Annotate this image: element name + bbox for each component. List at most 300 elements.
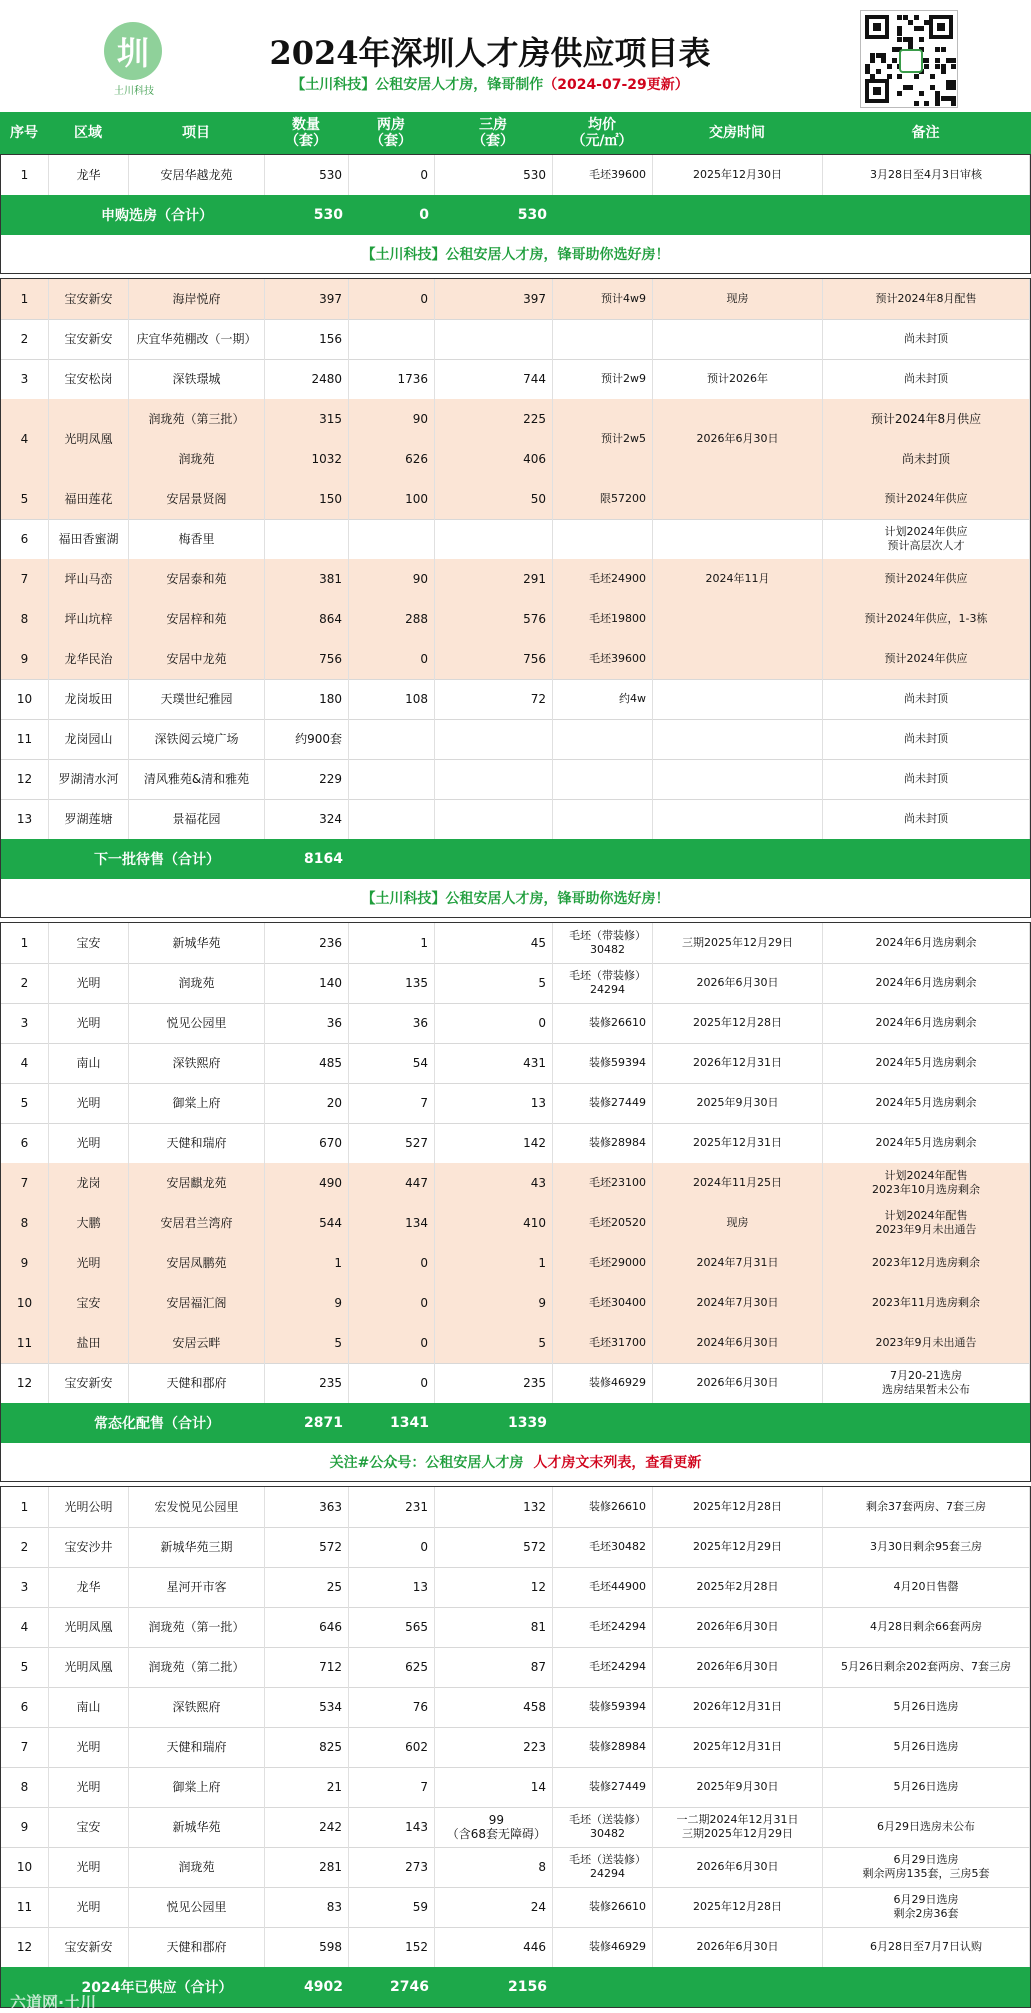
cell-deliver: 2026年6月30日 xyxy=(653,1607,823,1647)
table-row xyxy=(1,1687,1030,1728)
cell-deliver xyxy=(653,319,823,359)
cell-area: 光明凤凰 xyxy=(49,1647,129,1687)
table-row xyxy=(1,799,1030,840)
cell-qty: 670 xyxy=(265,1123,349,1163)
cell-no: 9 xyxy=(1,1807,49,1847)
cell-deliver xyxy=(653,759,823,799)
cell-area: 光明凤凰 xyxy=(49,1607,129,1647)
cell-no: 13 xyxy=(1,799,49,839)
table-row xyxy=(1,1527,1030,1568)
cell-two: 0 xyxy=(349,279,435,319)
cell-area: 罗湖清水河 xyxy=(49,759,129,799)
cell-qty: 572 xyxy=(265,1527,349,1567)
cell-deliver xyxy=(653,799,823,839)
section2-footer-note xyxy=(1,879,1030,917)
cell-qty: 83 xyxy=(265,1887,349,1927)
column-header-qty: 数量 （套） xyxy=(285,117,327,149)
cell-qty xyxy=(265,519,349,559)
cell-project: 梅香里 xyxy=(129,519,265,559)
column-header-note: 备注 xyxy=(911,125,940,141)
cell-project: 新城华苑三期 xyxy=(129,1527,265,1567)
subtitle-red: （2024-07-29更新） xyxy=(543,77,689,93)
cell-no: 12 xyxy=(1,1927,49,1967)
subtitle-green: 【土川科技】公租安居人才房，锋哥制作 xyxy=(291,77,544,93)
cell-no: 4 xyxy=(1,1043,49,1083)
cell-three: 5 xyxy=(435,1323,553,1363)
cell-project: 深铁阅云境广场 xyxy=(129,719,265,759)
cell-price: 毛坯39600 xyxy=(553,155,653,195)
cell-no: 5 xyxy=(1,479,49,519)
sum-qty: 2871 xyxy=(304,1415,343,1431)
cell-price: 毛坯19800 xyxy=(553,599,653,639)
table-row xyxy=(1,1487,1030,1528)
cell-qty: 281 xyxy=(265,1847,349,1887)
cell-no: 3 xyxy=(1,359,49,399)
cell-three: 72 xyxy=(435,679,553,719)
cell-deliver: 一二期2024年12月31日 三期2025年12月29日 xyxy=(653,1807,823,1847)
cell-deliver: 2024年11月 xyxy=(653,559,823,599)
cell-area: 罗湖莲塘 xyxy=(49,799,129,839)
sum-three: 2156 xyxy=(508,1979,547,1995)
cell-price: 装修26610 xyxy=(553,1887,653,1927)
home-icon xyxy=(899,49,923,73)
cell-deliver: 2026年12月31日 xyxy=(653,1043,823,1083)
footer-note-red: 人才房文末列表，查看更新 xyxy=(533,1455,702,1471)
table-row xyxy=(1,155,1030,196)
cell-price xyxy=(553,719,653,759)
column-header-area: 区域 xyxy=(74,125,102,141)
cell-deliver: 2024年7月30日 xyxy=(653,1283,823,1323)
cell-price xyxy=(553,519,653,559)
table-row xyxy=(1,279,1030,320)
table-row xyxy=(1,559,1030,600)
cell-no: 12 xyxy=(1,759,49,799)
cell-price: 毛坯31700 xyxy=(553,1323,653,1363)
cell-project: 天璞世纪雅园 xyxy=(129,679,265,719)
cell-two: 625 xyxy=(349,1647,435,1687)
cell-no: 4 xyxy=(1,399,49,479)
cell-three: 756 xyxy=(435,639,553,679)
cell-project: 安居麒龙苑 xyxy=(129,1163,265,1203)
cell-two: 54 xyxy=(349,1043,435,1083)
footer-note-text: 【土川科技】公租安居人才房，锋哥助你选好房！ xyxy=(361,891,670,907)
table-row xyxy=(1,1243,1030,1284)
cell-price: 毛坯30400 xyxy=(553,1283,653,1323)
cell-no: 11 xyxy=(1,719,49,759)
cell-note: 预计2024年供应 xyxy=(823,559,1030,599)
cell-deliver: 现房 xyxy=(653,279,823,319)
cell-deliver xyxy=(653,519,823,559)
cell-price: 毛坯20520 xyxy=(553,1203,653,1243)
cell-note: 尚未封顶 xyxy=(823,679,1030,719)
cell-deliver: 2026年6月30日 xyxy=(653,963,823,1003)
cell-three: 225 xyxy=(435,399,553,439)
cell-two xyxy=(349,799,435,839)
cell-three: 5 xyxy=(435,963,553,1003)
cell-area: 龙华民治 xyxy=(49,639,129,679)
qr-code xyxy=(860,10,958,108)
cell-area: 福田莲花 xyxy=(49,479,129,519)
cell-project: 悦见公园里 xyxy=(129,1887,265,1927)
cell-qty: 490 xyxy=(265,1163,349,1203)
cell-price: 装修26610 xyxy=(553,1487,653,1527)
table-row xyxy=(1,1363,1030,1404)
table-row xyxy=(1,359,1030,400)
cell-deliver: 2026年6月30日 xyxy=(653,1363,823,1403)
cell-qty: 1032 xyxy=(265,439,349,479)
cell-deliver: 2024年11月25日 xyxy=(653,1163,823,1203)
cell-note: 6月29日选房 剩余2房36套 xyxy=(823,1887,1030,1927)
cell-two: 59 xyxy=(349,1887,435,1927)
section1-table xyxy=(0,154,1031,274)
column-header-project: 项目 xyxy=(182,125,210,141)
cell-project: 天健和瑞府 xyxy=(129,1727,265,1767)
cell-note: 2024年5月选房剩余 xyxy=(823,1083,1030,1123)
cell-note: 2024年6月选房剩余 xyxy=(823,963,1030,1003)
table-row xyxy=(1,1727,1030,1768)
cell-deliver: 2026年6月30日 xyxy=(653,1847,823,1887)
cell-qty: 534 xyxy=(265,1687,349,1727)
cell-note: 3月28日至4月3日审核 xyxy=(823,155,1030,195)
cell-note: 6月29日选房未公布 xyxy=(823,1807,1030,1847)
section3-table xyxy=(0,922,1031,1482)
logo-caption: 土川科技 xyxy=(114,86,154,97)
table-row xyxy=(1,1767,1030,1808)
cell-price: 装修26610 xyxy=(553,1003,653,1043)
cell-note: 2024年6月选房剩余 xyxy=(823,923,1030,963)
cell-no: 3 xyxy=(1,1003,49,1043)
cell-deliver xyxy=(653,479,823,519)
cell-note: 6月28日至7月7日认购 xyxy=(823,1927,1030,1967)
cell-area: 宝安新安 xyxy=(49,319,129,359)
sum-label: 下一批待售（合计） xyxy=(94,852,220,868)
cell-three: 576 xyxy=(435,599,553,639)
logo-glyph: 圳 xyxy=(116,34,149,72)
cell-area: 光明 xyxy=(49,1767,129,1807)
cell-two: 143 xyxy=(349,1807,435,1847)
cell-price: 预计2w5 xyxy=(553,399,653,479)
table-row xyxy=(1,719,1030,760)
cell-three: 530 xyxy=(435,155,553,195)
cell-area: 宝安新安 xyxy=(49,1927,129,1967)
cell-no: 7 xyxy=(1,559,49,599)
cell-project: 天健和郡府 xyxy=(129,1927,265,1967)
cell-two: 7 xyxy=(349,1083,435,1123)
cell-qty: 1 xyxy=(265,1243,349,1283)
cell-project: 新城华苑 xyxy=(129,1807,265,1847)
cell-two: 76 xyxy=(349,1687,435,1727)
sum-label: 2024年已供应（合计） xyxy=(81,1980,233,1996)
cell-note: 尚未封顶 xyxy=(823,799,1030,839)
cell-project: 悦见公园里 xyxy=(129,1003,265,1043)
table-row xyxy=(1,1847,1030,1888)
cell-qty: 598 xyxy=(265,1927,349,1967)
sum-qty: 530 xyxy=(313,207,343,223)
cell-three: 235 xyxy=(435,1363,553,1403)
cell-no: 11 xyxy=(1,1323,49,1363)
cell-two: 1 xyxy=(349,923,435,963)
cell-two: 527 xyxy=(349,1123,435,1163)
cell-two: 626 xyxy=(349,439,435,479)
cell-qty: 864 xyxy=(265,599,349,639)
cell-two: 565 xyxy=(349,1607,435,1647)
cell-price: 毛坯（送装修） 24294 xyxy=(553,1847,653,1887)
cell-deliver: 2025年12月28日 xyxy=(653,1887,823,1927)
cell-note: 计划2024年供应 预计高层次人才 xyxy=(823,519,1030,559)
cell-note: 5月26日选房 xyxy=(823,1687,1030,1727)
cell-note: 2023年11月选房剩余 xyxy=(823,1283,1030,1323)
cell-qty: 544 xyxy=(265,1203,349,1243)
cell-price: 毛坯30482 xyxy=(553,1527,653,1567)
cell-three: 24 xyxy=(435,1887,553,1927)
sum-qty: 8164 xyxy=(304,851,343,867)
cell-deliver: 2024年6月30日 xyxy=(653,1323,823,1363)
cell-price xyxy=(553,759,653,799)
sum-three xyxy=(435,839,553,879)
sum-qty: 4902 xyxy=(304,1979,343,1995)
cell-three xyxy=(435,759,553,799)
cell-project: 御棠上府 xyxy=(129,1083,265,1123)
cell-qty: 363 xyxy=(265,1487,349,1527)
cell-qty: 324 xyxy=(265,799,349,839)
cell-two: 90 xyxy=(349,399,435,439)
cell-project: 庆宜华苑棚改（一期） xyxy=(129,319,265,359)
section2-table xyxy=(0,278,1031,918)
cell-project: 润珑苑 xyxy=(129,1847,265,1887)
table-row xyxy=(1,1647,1030,1688)
sum-three: 1339 xyxy=(508,1415,547,1431)
cell-project: 深铁熙府 xyxy=(129,1043,265,1083)
section1-footer-note xyxy=(1,235,1030,273)
cell-two: 602 xyxy=(349,1727,435,1767)
cell-note: 预计2024年供应，1-3栋 xyxy=(823,599,1030,639)
cell-deliver: 2025年12月31日 xyxy=(653,1123,823,1163)
cell-qty: 150 xyxy=(265,479,349,519)
cell-area: 南山 xyxy=(49,1043,129,1083)
cell-note: 2024年5月选房剩余 xyxy=(823,1043,1030,1083)
cell-deliver: 2024年7月31日 xyxy=(653,1243,823,1283)
cell-price: 毛坯44900 xyxy=(553,1567,653,1607)
cell-project: 星河开市客 xyxy=(129,1567,265,1607)
cell-qty: 712 xyxy=(265,1647,349,1687)
column-header-price: 均价 （元/㎡） xyxy=(571,117,633,149)
cell-qty: 20 xyxy=(265,1083,349,1123)
cell-note: 5月26日选房 xyxy=(823,1727,1030,1767)
cell-area: 光明 xyxy=(49,963,129,1003)
cell-two: 0 xyxy=(349,155,435,195)
cell-project: 御棠上府 xyxy=(129,1767,265,1807)
cell-two: 0 xyxy=(349,1527,435,1567)
cell-area: 光明 xyxy=(49,1887,129,1927)
cell-area: 坪山坑梓 xyxy=(49,599,129,639)
logo xyxy=(104,22,162,80)
cell-three: 50 xyxy=(435,479,553,519)
cell-note: 4月28日剩余66套两房 xyxy=(823,1607,1030,1647)
cell-qty: 229 xyxy=(265,759,349,799)
cell-area: 南山 xyxy=(49,1687,129,1727)
cell-qty: 156 xyxy=(265,319,349,359)
cell-no: 8 xyxy=(1,1203,49,1243)
cell-area: 宝安沙井 xyxy=(49,1527,129,1567)
cell-two: 152 xyxy=(349,1927,435,1967)
cell-deliver: 2025年9月30日 xyxy=(653,1767,823,1807)
cell-price: 装修46929 xyxy=(553,1363,653,1403)
section3-footer-note xyxy=(1,1443,1030,1481)
cell-deliver: 2025年12月28日 xyxy=(653,1487,823,1527)
cell-no: 7 xyxy=(1,1727,49,1767)
cell-area: 龙华 xyxy=(49,1567,129,1607)
cell-price xyxy=(553,799,653,839)
cell-three: 43 xyxy=(435,1163,553,1203)
cell-project: 安居梓和苑 xyxy=(129,599,265,639)
cell-qty: 756 xyxy=(265,639,349,679)
cell-no: 4 xyxy=(1,1607,49,1647)
table-row xyxy=(1,759,1030,800)
cell-no: 10 xyxy=(1,1283,49,1323)
cell-price: 毛坯（带装修） 24294 xyxy=(553,963,653,1003)
cell-three xyxy=(435,799,553,839)
cell-no: 8 xyxy=(1,599,49,639)
cell-project: 润珑苑（第二批） xyxy=(129,1647,265,1687)
cell-price: 限57200 xyxy=(553,479,653,519)
cell-deliver: 2026年6月30日 xyxy=(653,1927,823,1967)
sum-two: 0 xyxy=(419,207,429,223)
cell-deliver xyxy=(653,679,823,719)
cell-two: 273 xyxy=(349,1847,435,1887)
cell-note: 5月26日选房 xyxy=(823,1767,1030,1807)
cell-two: 100 xyxy=(349,479,435,519)
table-row xyxy=(1,1123,1030,1164)
cell-three: 142 xyxy=(435,1123,553,1163)
cell-price: 约4w xyxy=(553,679,653,719)
cell-area: 坪山马峦 xyxy=(49,559,129,599)
cell-project: 安居华越龙苑 xyxy=(129,155,265,195)
table-row xyxy=(1,319,1030,360)
cell-area: 光明 xyxy=(49,1243,129,1283)
page-title: 2024年深圳人才房供应项目表 xyxy=(269,34,711,72)
cell-project: 润珑苑 xyxy=(129,963,265,1003)
table-row xyxy=(1,1567,1030,1608)
cell-note: 3月30日剩余95套三房 xyxy=(823,1527,1030,1567)
cell-two: 288 xyxy=(349,599,435,639)
cell-two: 13 xyxy=(349,1567,435,1607)
cell-area: 龙岗园山 xyxy=(49,719,129,759)
cell-area: 宝安新安 xyxy=(49,1363,129,1403)
cell-qty: 2480 xyxy=(265,359,349,399)
cell-three: 406 xyxy=(435,439,553,479)
cell-note: 预计2024年供应 xyxy=(823,639,1030,679)
cell-note: 5月26日剩余202套两房、7套三房 xyxy=(823,1647,1030,1687)
cell-area: 宝安新安 xyxy=(49,279,129,319)
cell-area: 盐田 xyxy=(49,1323,129,1363)
cell-price: 装修27449 xyxy=(553,1083,653,1123)
cell-note: 2023年12月选房剩余 xyxy=(823,1243,1030,1283)
cell-no: 2 xyxy=(1,319,49,359)
cell-area: 福田香蜜湖 xyxy=(49,519,129,559)
footer-note-green: 关注#公众号：公租安居人才房 xyxy=(329,1455,524,1471)
cell-two: 108 xyxy=(349,679,435,719)
cell-area: 宝安 xyxy=(49,1807,129,1847)
cell-note: 计划2024年配售 2023年9月未出通告 xyxy=(823,1203,1030,1243)
cell-three: 744 xyxy=(435,359,553,399)
cell-area: 宝安 xyxy=(49,1283,129,1323)
cell-deliver xyxy=(653,639,823,679)
column-header-two: 两房 （套） xyxy=(370,117,412,149)
cell-three: 12 xyxy=(435,1567,553,1607)
cell-note: 尚未封顶 xyxy=(823,439,1030,479)
cell-project: 新城华苑 xyxy=(129,923,265,963)
cell-three: 397 xyxy=(435,279,553,319)
cell-price: 毛坯23100 xyxy=(553,1163,653,1203)
cell-three: 81 xyxy=(435,1607,553,1647)
cell-three xyxy=(435,519,553,559)
cell-no: 3 xyxy=(1,1567,49,1607)
table-row xyxy=(1,519,1030,560)
cell-qty: 约900套 xyxy=(265,719,349,759)
table-row xyxy=(1,1203,1030,1244)
cell-three: 1 xyxy=(435,1243,553,1283)
cell-price: 预计4w9 xyxy=(553,279,653,319)
cell-three: 14 xyxy=(435,1767,553,1807)
section3-sum-row xyxy=(1,1403,1030,1443)
cell-three xyxy=(435,719,553,759)
cell-no: 1 xyxy=(1,1487,49,1527)
cell-two: 0 xyxy=(349,1363,435,1403)
cell-price: 毛坯（带装修） 30482 xyxy=(553,923,653,963)
cell-deliver: 三期2025年12月29日 xyxy=(653,923,823,963)
cell-three: 87 xyxy=(435,1647,553,1687)
cell-three: 99 （含68套无障碍） xyxy=(435,1807,553,1847)
sum-label: 常态化配售（合计） xyxy=(94,1416,220,1432)
cell-deliver: 2025年9月30日 xyxy=(653,1083,823,1123)
cell-note: 尚未封顶 xyxy=(823,719,1030,759)
table-row xyxy=(1,1807,1030,1848)
cell-project: 安居中龙苑 xyxy=(129,639,265,679)
cell-qty: 381 xyxy=(265,559,349,599)
table-row xyxy=(1,1323,1030,1364)
cell-area: 光明 xyxy=(49,1123,129,1163)
cell-price: 装修27449 xyxy=(553,1767,653,1807)
cell-qty: 236 xyxy=(265,923,349,963)
cell-area: 光明公明 xyxy=(49,1487,129,1527)
cell-qty: 25 xyxy=(265,1567,349,1607)
cell-deliver: 2025年12月30日 xyxy=(653,155,823,195)
cell-three xyxy=(435,319,553,359)
cell-two: 7 xyxy=(349,1767,435,1807)
cell-deliver: 2025年12月31日 xyxy=(653,1727,823,1767)
cell-three: 132 xyxy=(435,1487,553,1527)
cell-deliver xyxy=(653,719,823,759)
cell-project: 深铁熙府 xyxy=(129,1687,265,1727)
column-header-three: 三房 （套） xyxy=(472,117,514,149)
table-row xyxy=(1,479,1030,520)
cell-deliver: 2026年6月30日 xyxy=(653,1647,823,1687)
cell-no: 6 xyxy=(1,519,49,559)
sum-two: 2746 xyxy=(390,1979,429,1995)
table-row xyxy=(1,679,1030,720)
cell-no: 5 xyxy=(1,1083,49,1123)
column-header-deliver: 交房时间 xyxy=(709,125,765,141)
cell-area: 龙岗 xyxy=(49,1163,129,1203)
cell-deliver: 预计2026年 xyxy=(653,359,823,399)
cell-project: 安居凤鹏苑 xyxy=(129,1243,265,1283)
cell-no: 11 xyxy=(1,1887,49,1927)
cell-area: 龙华 xyxy=(49,155,129,195)
cell-qty: 315 xyxy=(265,399,349,439)
cell-three: 410 xyxy=(435,1203,553,1243)
cell-project: 清风雅苑&清和雅苑 xyxy=(129,759,265,799)
cell-project: 润珑苑（第一批） xyxy=(129,1607,265,1647)
